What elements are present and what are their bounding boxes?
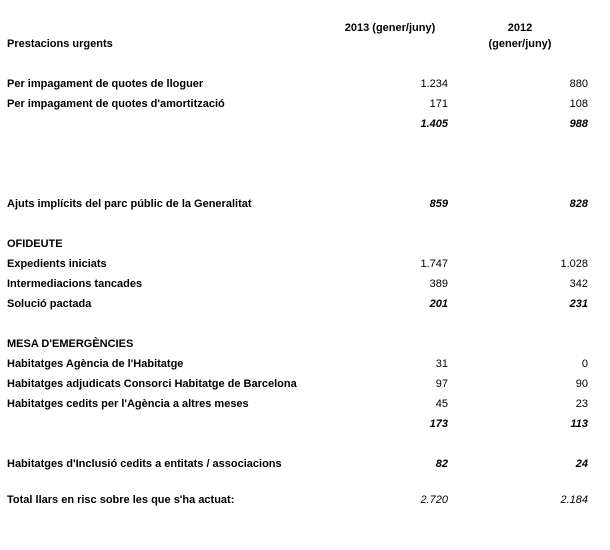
value-2013: 859 xyxy=(429,198,448,210)
row-label: Habitatges cedits per l'Agència a altres meses xyxy=(7,398,249,410)
table-row xyxy=(0,276,610,292)
row-label: Ajuts implícits del parc públic de la Generalitat xyxy=(7,198,252,210)
value-2013: 1.747 xyxy=(420,258,448,270)
total-row xyxy=(0,116,610,132)
total-row xyxy=(0,416,610,432)
row-label: Total llars en risc sobre les que s'ha actuat: xyxy=(7,494,235,506)
section-title-prestacions xyxy=(0,36,610,52)
row-label: Intermediacions tancades xyxy=(7,278,143,290)
row-label: Habitatges Agència de l'Habitatge xyxy=(7,358,184,370)
table-row xyxy=(0,196,610,212)
section-title-label: Prestacions urgents xyxy=(7,38,113,50)
value-2012: 342 xyxy=(569,278,588,290)
value-2013: 389 xyxy=(429,278,448,290)
table-row xyxy=(0,456,610,472)
table-row xyxy=(0,96,610,112)
value-2012: 231 xyxy=(569,298,588,310)
table-row xyxy=(0,296,610,312)
value-2012: 0 xyxy=(581,358,588,370)
column-header-2012-year: 2012 xyxy=(507,22,533,34)
value-2012: 1.028 xyxy=(560,258,588,270)
table-row xyxy=(0,76,610,92)
value-2012: 23 xyxy=(575,398,588,410)
value-2013: 1.234 xyxy=(420,78,448,90)
value-2012: 2.184 xyxy=(560,494,588,506)
value-2012: 24 xyxy=(575,458,588,470)
table-row xyxy=(0,376,610,392)
table-row xyxy=(0,356,610,372)
total-2012: 113 xyxy=(570,418,588,430)
value-2013: 171 xyxy=(429,98,448,110)
section-title-label: MESA D'EMERGÈNCIES xyxy=(7,338,134,350)
table-row xyxy=(0,396,610,412)
total-2013: 1.405 xyxy=(420,118,448,130)
value-2013: 201 xyxy=(429,298,448,310)
row-label: Habitatges d'Inclusió cedits a entitats / associacions xyxy=(7,458,282,470)
value-2013: 45 xyxy=(435,398,448,410)
section-title-label: OFIDEUTE xyxy=(7,238,63,250)
value-2013: 31 xyxy=(435,358,448,370)
value-2013: 82 xyxy=(435,458,448,470)
value-2013: 97 xyxy=(435,378,448,390)
value-2013: 2.720 xyxy=(420,494,448,506)
total-2013: 173 xyxy=(429,418,448,430)
grand-total-row xyxy=(0,492,610,508)
value-2012: 880 xyxy=(569,78,588,90)
total-2012: 988 xyxy=(569,118,588,130)
row-label: Expedients iniciats xyxy=(7,258,107,270)
column-header-2012-period: (gener/juny) xyxy=(488,38,552,50)
row-label: Per impagament de quotes de lloguer xyxy=(7,78,204,90)
row-label: Per impagament de quotes d'amortització xyxy=(7,98,225,110)
value-2012: 108 xyxy=(569,98,588,110)
row-label: Solució pactada xyxy=(7,298,92,310)
row-label: Habitatges adjudicats Consorci Habitatge de Barcelona xyxy=(7,378,297,390)
table-row xyxy=(0,256,610,272)
section-title-ofideute xyxy=(0,236,610,252)
value-2012: 90 xyxy=(575,378,588,390)
section-title-mesa xyxy=(0,336,610,352)
column-header-2013: 2013 (gener/juny) xyxy=(344,22,436,34)
value-2012: 828 xyxy=(569,198,588,210)
